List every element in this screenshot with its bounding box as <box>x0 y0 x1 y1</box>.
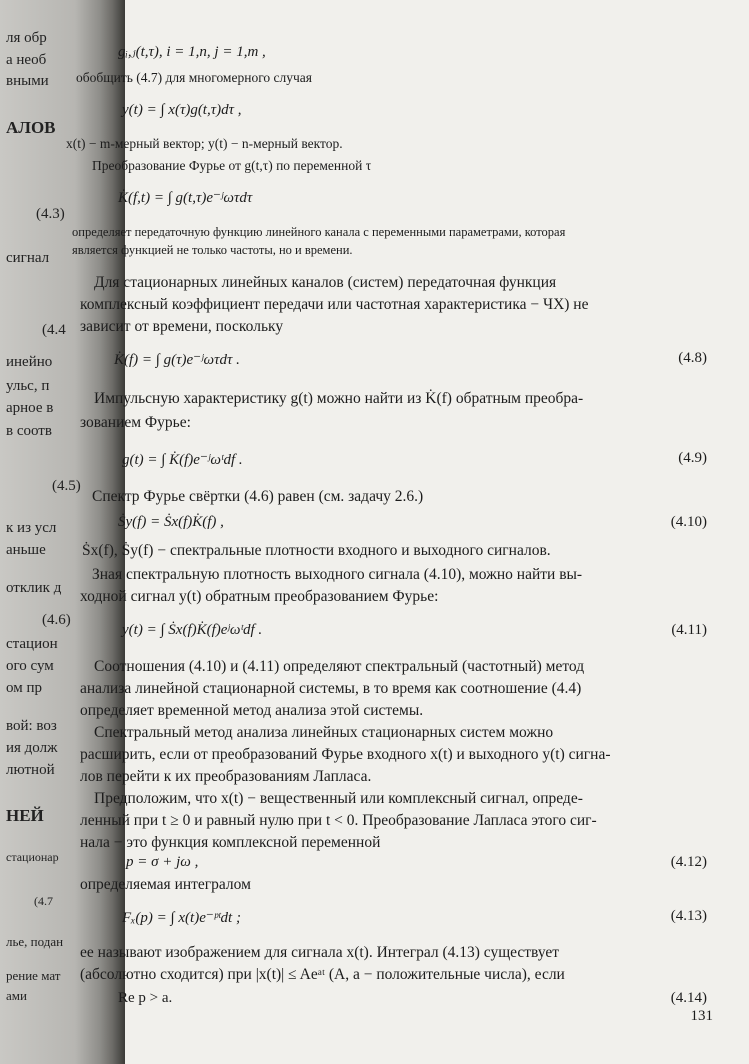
gutter-fragment: а необ <box>6 52 47 68</box>
gutter-fragment: НЕЙ <box>6 806 44 825</box>
text-line: Спектр Фурье свёртки (4.6) равен (см. задачу 2.6.) <box>92 488 424 505</box>
formula: y(t) = ∫ Ṡx(f)K̇(f)eʲωᵗdf . <box>122 622 263 638</box>
equation-number: (4.12) <box>670 854 707 870</box>
text-line: определяемая интегралом <box>80 876 251 893</box>
equation-number: (4.9) <box>678 450 707 466</box>
formula: Ṡy(f) = Ṡx(f)K̇(f) , <box>118 514 224 530</box>
gutter-fragment: инейно <box>6 354 53 370</box>
text-line: ленный при t ≥ 0 и равный нулю при t < 0. Преобразование Лапласа этого сиг- <box>80 812 597 829</box>
text-line: является функцией не только частоты, но и времени. <box>72 243 353 257</box>
gutter-fragment: к из усл <box>6 520 57 536</box>
text-line: определяет передаточную функцию линейного канала с переменными параметрами, которая <box>72 225 566 239</box>
text-line: нала − это функция комплексной переменной <box>80 834 381 851</box>
page-number: 131 <box>690 1008 713 1024</box>
formula-line: gᵢ,ⱼ(t,τ), i = 1,n, j = 1,m , <box>118 44 266 60</box>
equation-number: (4.13) <box>670 908 707 924</box>
text-line: Преобразование Фурье от g(t,τ) по переменной τ <box>92 158 372 173</box>
text-line: (абсолютно сходится) при |x(t)| ≤ Aeᵃᵗ (A, a − положительные числа), если <box>80 966 565 983</box>
gutter-fragment: (4.6) <box>42 612 71 628</box>
formula: y(t) = ∫ x(τ)g(t,τ)dτ , <box>122 102 242 118</box>
gutter-fragment: (4.4 <box>42 322 66 338</box>
text-line: Зная спектральную плотность выходного сигнала (4.10), можно найти вы- <box>92 566 583 583</box>
gutter-fragment: ом пр <box>6 680 42 696</box>
text-line: x(t) − m-мерный вектор; y(t) − n-мерный вектор. <box>66 136 343 151</box>
text-line: Предположим, что x(t) − вещественный или комплексный сигнал, опреде- <box>94 790 583 807</box>
formula: K̇(f,t) = ∫ g(t,τ)e⁻ʲωτdτ <box>118 190 253 206</box>
gutter-fragment: отклик д <box>6 580 62 596</box>
text-line: Ṡx(f), Ṡy(f) − спектральные плотности входного и выходного сигналов. <box>82 542 551 559</box>
gutter-fragment: арное в <box>6 400 54 416</box>
text-line: ее называют изображением для сигнала x(t). Интеграл (4.13) существует <box>80 944 560 961</box>
text-line: расширить, если от преобразований Фурье входного x(t) и выходного y(t) сигна- <box>80 746 611 763</box>
text-line: обобщить (4.7) для многомерного случая <box>76 70 312 85</box>
gutter-fragment: АЛОВ <box>6 118 56 137</box>
gutter-fragment: (4.3) <box>36 206 65 222</box>
gutter-fragment: аньше <box>6 542 46 558</box>
gutter-fragment: ульс, п <box>6 378 50 394</box>
gutter-fragment: лютной <box>6 762 55 778</box>
gutter-fragment: рение мат <box>6 968 61 983</box>
text-line: зованием Фурье: <box>80 414 191 431</box>
text-line: Соотношения (4.10) и (4.11) определяют спектральный (частотный) метод <box>94 658 585 675</box>
gutter-fragment: (4.5) <box>52 478 81 494</box>
equation-number: (4.10) <box>670 514 707 530</box>
text-line: анализа линейной стационарной системы, в то время как соотношение (4.4) <box>80 680 582 697</box>
formula: p = σ + jω , <box>126 854 199 870</box>
equation-number: (4.11) <box>671 622 707 638</box>
text-line: Для стационарных линейных каналов (систем) передаточная функция <box>94 274 557 291</box>
formula: Re p > a. <box>118 990 173 1006</box>
text-line: Спектральный метод анализа линейных стационарных систем можно <box>94 724 554 741</box>
equation-number: (4.14) <box>670 990 707 1006</box>
gutter-fragment: вой: воз <box>6 718 57 734</box>
text-line: комплексный коэффициент передачи или частотная характеристика − ЧХ) не <box>80 296 589 313</box>
gutter-fragment: сигнал <box>6 250 50 266</box>
gutter-fragment: стацион <box>6 636 58 652</box>
gutter-fragment: лье, подан <box>6 934 64 949</box>
gutter-fragment: ого сум <box>6 658 54 674</box>
gutter-fragment: стационар <box>6 850 59 864</box>
text-line: зависит от времени, поскольку <box>80 318 284 335</box>
text-line: Импульсную характеристику g(t) можно найти из K̇(f) обратным преобра- <box>94 390 584 407</box>
formula: Fₓ(p) = ∫ x(t)e⁻ᵖᵗdt ; <box>122 910 241 926</box>
gutter-fragment: ами <box>6 988 27 1003</box>
text-line: ходной сигнал y(t) обратным преобразованием Фурье: <box>80 588 439 605</box>
gutter-fragment: (4.7 <box>34 894 53 908</box>
formula: K̇(f) = ∫ g(τ)e⁻ʲωτdτ . <box>114 352 240 368</box>
text-line: лов перейти к их преобразованиям Лапласа. <box>80 768 372 785</box>
gutter-fragment: в соотв <box>6 423 52 439</box>
gutter-fragment: вными <box>6 73 49 89</box>
gutter-fragment: ия долж <box>6 740 58 756</box>
equation-number: (4.8) <box>678 350 707 366</box>
text-line: определяет временной метод анализа этой системы. <box>80 702 424 719</box>
gutter-fragment: ля обр <box>6 30 47 46</box>
formula: g(t) = ∫ K̇(f)e⁻ʲωᵗdf . <box>122 452 243 468</box>
